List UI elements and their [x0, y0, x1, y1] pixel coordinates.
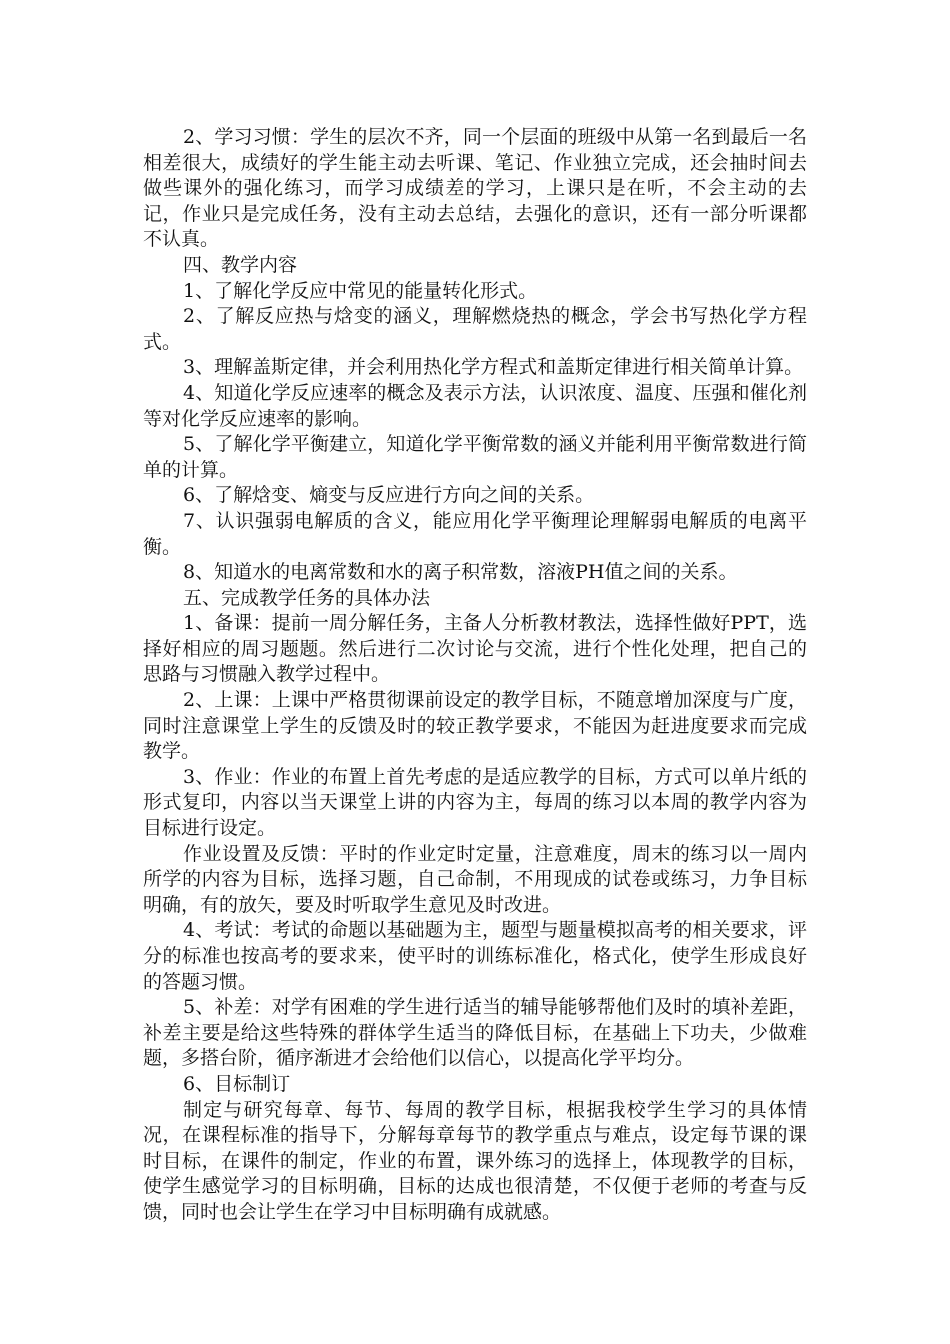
content-item-3: 3、理解盖斯定律，并会利用热化学方程式和盖斯定律进行相关简单计算。 [183, 356, 804, 379]
method-homework: 3、作业：作业的布置上首先考虑的是适应教学的目标，方式可以单片纸的形式复印，内容以当天课堂上讲的内容为主，每周的练习以本周的教学内容为目标进行设定。 [143, 765, 807, 840]
content-item-8: 8、知道水的电离常数和水的离子积常数，溶液PH值之间的关系。 [183, 561, 738, 584]
heading-goal-setting: 6、目标制订 [183, 1072, 291, 1095]
method-lesson-prep: 1、备课：提前一周分解任务，主备人分析教材教法，选择性做好PPT，选择好相应的周习题题。然后进行二次讨论与交流，进行个性化处理，把自己的思路与习惯融入教学过程中。 [143, 612, 807, 686]
paragraph-study-habits: 2、学习习惯：学生的层次不齐，同一个层面的班级中从第一名到最后一名相差很大，成绩好的学生能主动去听课、笔记、作业独立完成，还会抽时间去做些课外的强化练习，而学习成绩差的学习，上课只是在听，不会主动的去记，作业只是完成任务，没有主动去总结，去强化的意识，还有一部分听课都不认真。 [143, 126, 807, 251]
content-item-6: 6、了解焓变、熵变与反应进行方向之间的关系。 [183, 484, 595, 507]
content-item-7: 7、认识强弱电解质的含义，能应用化学平衡理论理解弱电解质的电离平衡。 [143, 509, 807, 558]
method-exam: 4、考试：考试的命题以基础题为主，题型与题量模拟高考的相关要求，评分的标准也按高考的要求来，使平时的训练标准化，格式化，使学生形成良好的答题习惯。 [143, 919, 807, 993]
paragraph-goal-setting: 制定与研究每章、每节、每周的教学目标，根据我校学生学习的具体情况，在课程标准的指导下，分解每章每节的教学重点与难点，设定每节课的课时目标，在课件的制定，作业的布置，课外练习的选择上，体现教学的目标，使学生感觉学习的目标明确，目标的达成也很清楚，不仅便于老师的考查与反馈，同时也会让学生在学习中目标明确有成就感。 [143, 1098, 807, 1223]
content-item-5: 5、了解化学平衡建立，知道化学平衡常数的涵义并能利用平衡常数进行简单的计算。 [143, 433, 807, 481]
content-item-2: 2、了解反应热与焓变的涵义，理解燃烧热的概念，学会书写热化学方程式。 [143, 305, 807, 353]
heading-methods: 五、完成教学任务的具体办法 [183, 586, 431, 609]
method-remedial: 5、补差：对学有困难的学生进行适当的辅导能够帮他们及时的填补差距，补差主要是给这些特殊的群体学生适当的降低目标，在基础上下功夫，少做难题，多搭台阶，循序渐进才会给他们以信心，以提高化学平均分。 [143, 996, 807, 1070]
heading-teaching-content: 四、教学内容 [183, 253, 298, 276]
content-item-4: 4、知道化学反应速率的概念及表示方法，认识浓度、温度、压强和催化剂等对化学反应速率的影响。 [143, 381, 807, 430]
method-homework-feedback: 作业设置及反馈：平时的作业定时定量，注意难度，周末的练习以一周内所学的内容为目标，选择习题，自己命制，不用现成的试卷或练习，力争目标明确，有的放矢，要及时听取学生意见及时改进。 [143, 842, 807, 916]
content-item-1: 1、了解化学反应中常见的能量转化形式。 [183, 279, 538, 302]
method-class: 2、上课：上课中严格贯彻课前设定的教学目标，不随意增加深度与广度，同时注意课堂上学生的反馈及时的较正教学要求，不能因为赶进度要求而完成教学。 [143, 689, 807, 763]
